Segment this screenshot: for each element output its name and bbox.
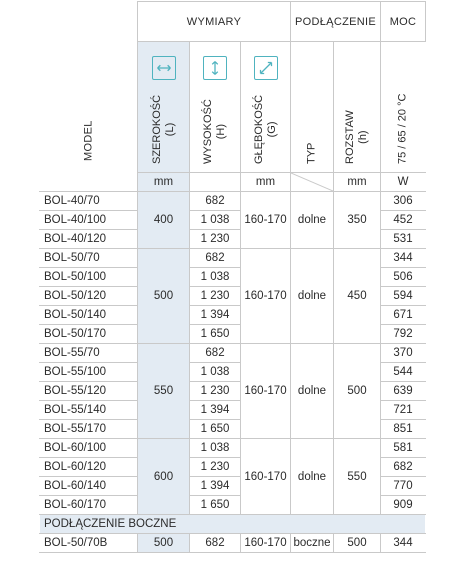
- moc-cell: 531: [381, 230, 426, 249]
- section-row: [40, 515, 426, 534]
- table-row: [40, 249, 426, 268]
- typ-cell: dolne: [291, 249, 334, 344]
- wysokosc-cell: 682: [190, 534, 241, 553]
- spec-table: [39, 1, 426, 553]
- typ-cell: dolne: [291, 439, 334, 515]
- moc-cell: 581: [381, 439, 426, 458]
- szerokosc-cell: 600: [138, 439, 190, 515]
- moc-cell: 770: [381, 477, 426, 496]
- model-cell: BOL-50/100: [40, 268, 138, 287]
- typ-cell: dolne: [291, 192, 334, 249]
- wysokosc-cell: 1 394: [190, 401, 241, 420]
- wysokosc-cell: 1 038: [190, 211, 241, 230]
- model-cell: BOL-60/100: [40, 439, 138, 458]
- rozstaw-cell: 450: [334, 249, 381, 344]
- wysokosc-label: WYSOKOŚĆ (H): [202, 99, 227, 164]
- moc-cell: 544: [381, 363, 426, 382]
- glebokosc-cell: 160-170: [241, 534, 291, 553]
- moc-cell: 344: [381, 249, 426, 268]
- moc-cell: 639: [381, 382, 426, 401]
- moc-cell: 721: [381, 401, 426, 420]
- wymiary-header: WYMIARY: [138, 2, 291, 42]
- szerokosc-label: SZEROKOŚĆ (L): [150, 94, 176, 164]
- table-row: [40, 344, 426, 363]
- table-row: [40, 534, 426, 553]
- wysokosc-cell: 1 038: [190, 439, 241, 458]
- diagonal-arrows-icon: [254, 56, 278, 80]
- typ-cell: boczne: [291, 534, 334, 553]
- model-header: [40, 2, 138, 192]
- szerokosc-cell: 500: [138, 249, 190, 344]
- glebokosc-cell: 160-170: [241, 249, 291, 344]
- typ-label: TYP: [305, 142, 318, 164]
- typ-header: [291, 42, 334, 173]
- wysokosc-cell: 682: [190, 344, 241, 363]
- glebokosc-cell: 160-170: [241, 344, 291, 439]
- rozstaw-cell: 500: [334, 344, 381, 439]
- wys-unit: [190, 173, 241, 192]
- model-cell: BOL-55/100: [40, 363, 138, 382]
- moc-cell: 792: [381, 325, 426, 344]
- vertical-arrows-icon: [203, 56, 227, 80]
- glebokosc-cell: 160-170: [241, 192, 291, 249]
- wysokosc-cell: 1 650: [190, 420, 241, 439]
- table-row: [40, 439, 426, 458]
- model-cell: BOL-50/140: [40, 306, 138, 325]
- rozstaw-cell: 350: [334, 192, 381, 249]
- wysokosc-cell: 682: [190, 249, 241, 268]
- typ-unit: [291, 173, 334, 192]
- szerokosc-header: [138, 42, 190, 173]
- section-title: PODŁĄCZENIE BOCZNE: [40, 515, 426, 534]
- wysokosc-cell: 1 394: [190, 306, 241, 325]
- model-cell: BOL-40/100: [40, 211, 138, 230]
- szerokosc-cell: 550: [138, 344, 190, 439]
- wysokosc-cell: 1 038: [190, 268, 241, 287]
- rozstaw-label: ROZSTAW (h): [344, 110, 369, 164]
- wysokosc-cell: 1 230: [190, 287, 241, 306]
- wysokosc-cell: 1 230: [190, 458, 241, 477]
- model-cell: BOL-60/120: [40, 458, 138, 477]
- moc-cond-header: [381, 42, 426, 173]
- moc-cond-label: 75 / 65 / 20 °C: [396, 93, 409, 164]
- glebokosc-header: [241, 42, 291, 173]
- model-cell: BOL-50/70: [40, 249, 138, 268]
- wysokosc-cell: 1 394: [190, 477, 241, 496]
- moc-cell: 306: [381, 192, 426, 211]
- wysokosc-header: [190, 42, 241, 173]
- rozstaw-cell: 500: [334, 534, 381, 553]
- model-cell: BOL-60/140: [40, 477, 138, 496]
- model-cell: BOL-55/140: [40, 401, 138, 420]
- model-cell: BOL-55/70: [40, 344, 138, 363]
- wysokosc-cell: 1 650: [190, 496, 241, 515]
- typ-cell: dolne: [291, 344, 334, 439]
- model-cell: BOL-40/70: [40, 192, 138, 211]
- moc-cell: 851: [381, 420, 426, 439]
- wysokosc-cell: 1 230: [190, 382, 241, 401]
- rozstaw-unit: mm: [334, 173, 381, 192]
- model-cell: BOL-40/120: [40, 230, 138, 249]
- rozstaw-header: [334, 42, 381, 173]
- moc-cell: 370: [381, 344, 426, 363]
- gleb-unit: mm: [241, 173, 291, 192]
- model-label: MODEL: [82, 120, 94, 161]
- moc-cell: 452: [381, 211, 426, 230]
- model-cell: BOL-50/120: [40, 287, 138, 306]
- moc-cell: 506: [381, 268, 426, 287]
- wysokosc-cell: 682: [190, 192, 241, 211]
- podlaczenie-header: PODŁĄCZENIE: [291, 2, 381, 42]
- moc-unit: W: [381, 173, 426, 192]
- rozstaw-cell: 550: [334, 439, 381, 515]
- szerokosc-cell: 400: [138, 192, 190, 249]
- wysokosc-cell: 1 038: [190, 363, 241, 382]
- moc-cell: 909: [381, 496, 426, 515]
- model-cell: BOL-55/120: [40, 382, 138, 401]
- szer-unit: mm: [138, 173, 190, 192]
- moc-cell: 671: [381, 306, 426, 325]
- moc-cell: 344: [381, 534, 426, 553]
- model-cell: BOL-50/70B: [40, 534, 138, 553]
- moc-header: MOC: [381, 2, 426, 42]
- moc-cell: 594: [381, 287, 426, 306]
- model-cell: BOL-55/170: [40, 420, 138, 439]
- model-cell: BOL-60/170: [40, 496, 138, 515]
- model-cell: BOL-50/170: [40, 325, 138, 344]
- table-row: [40, 192, 426, 211]
- wysokosc-cell: 1 230: [190, 230, 241, 249]
- moc-cell: 682: [381, 458, 426, 477]
- szerokosc-cell: 500: [138, 534, 190, 553]
- wysokosc-cell: 1 650: [190, 325, 241, 344]
- glebokosc-label: GŁĘBOKOŚĆ (G): [252, 94, 278, 164]
- glebokosc-cell: 160-170: [241, 439, 291, 515]
- horizontal-arrows-icon: [152, 56, 176, 80]
